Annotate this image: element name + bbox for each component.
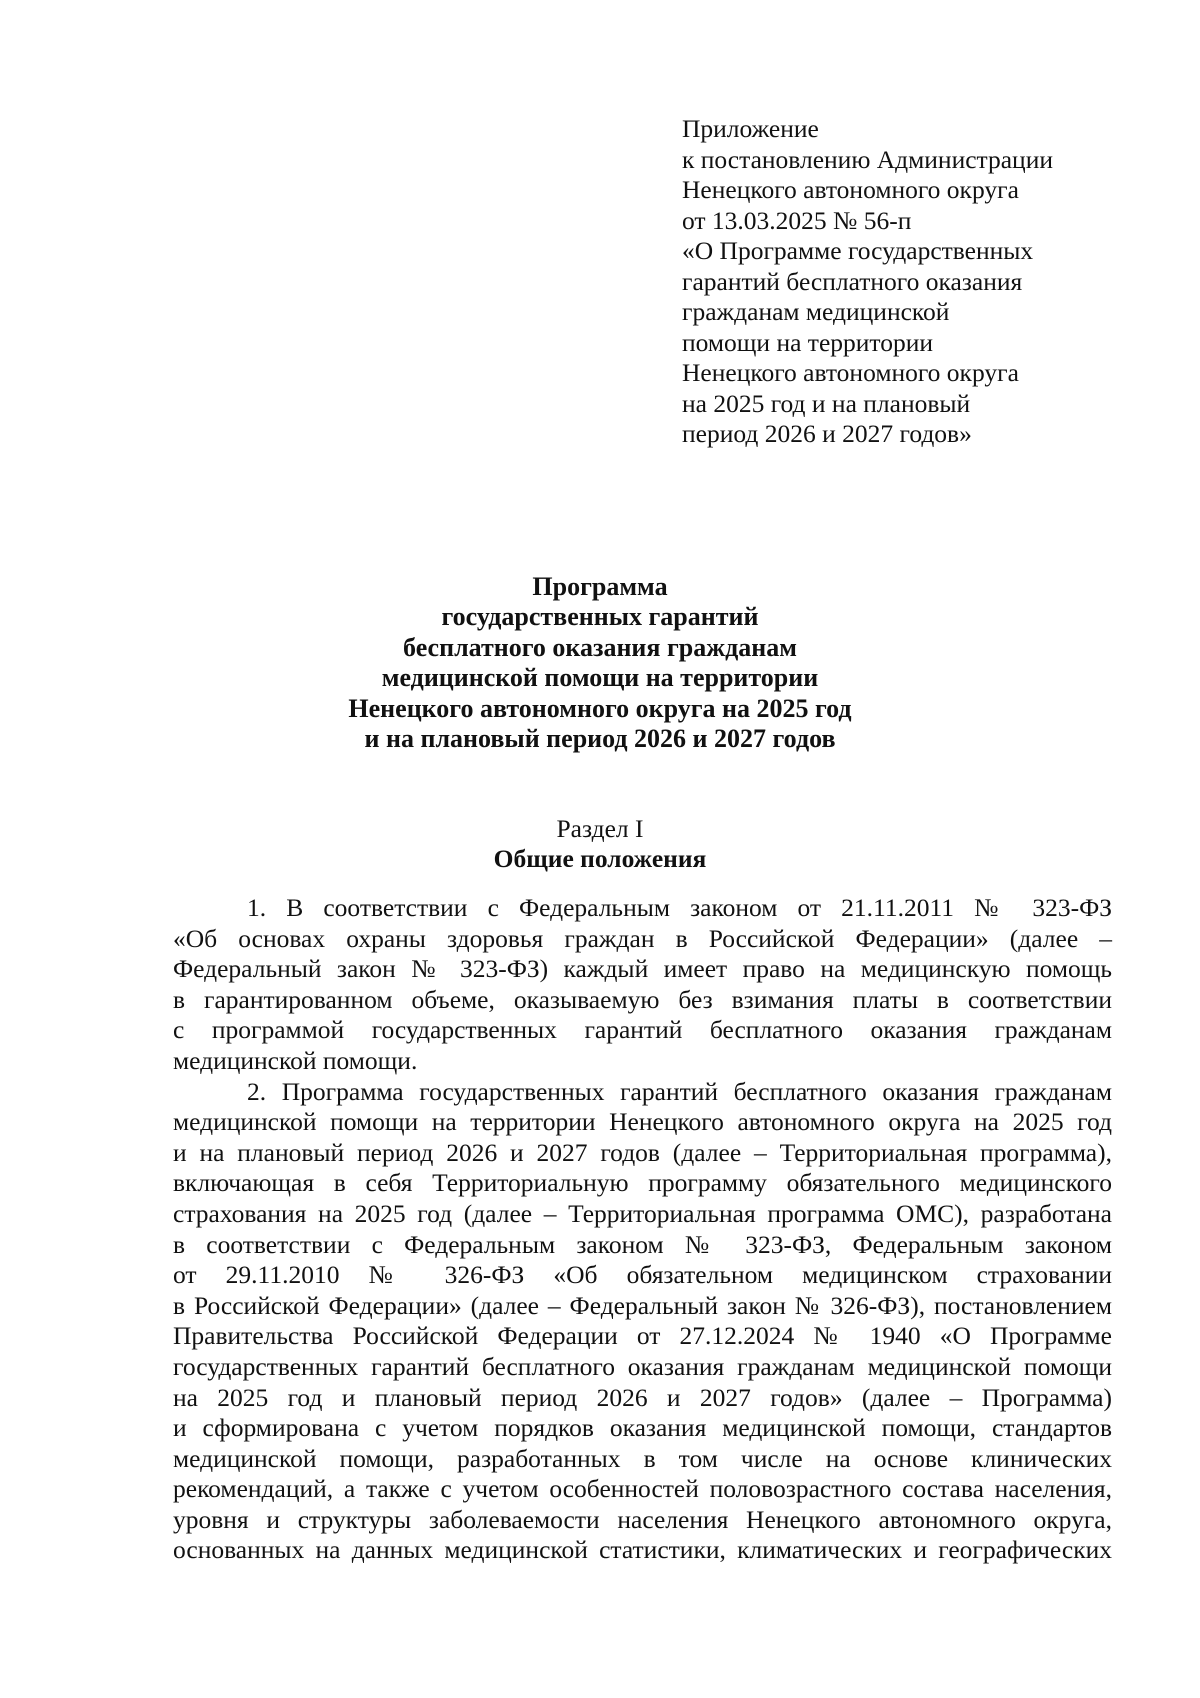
text-line: в соответствии с Федеральным законом № 323-ФЗ, Федеральным законом <box>173 1229 1112 1259</box>
paragraph-1 <box>173 893 1112 1077</box>
appendix-header <box>682 114 1162 450</box>
body-text <box>173 893 1112 1566</box>
title-line: бесплатного оказания гражданам <box>403 632 797 662</box>
text-line: 2. Программа государственных гарантий бесплатного оказания гражданам <box>247 1076 1112 1106</box>
text-line: включающая в себя Территориальную программу обязательного медицинского <box>173 1168 1112 1198</box>
title-line: и на плановый период 2026 и 2027 годов <box>364 724 836 754</box>
appendix-line: от 13.03.2025 № 56-п <box>682 205 912 235</box>
text-line: «Об основах охраны здоровья граждан в Российской Федерации» (далее – <box>173 923 1112 953</box>
appendix-line: Приложение <box>682 114 819 143</box>
section-title: Общие положения <box>493 844 707 873</box>
text-line: с программой государственных гарантий бесплатного оказания гражданам <box>173 1015 1112 1045</box>
section-label: Раздел I <box>556 814 644 843</box>
title-line: государственных гарантий <box>441 602 759 632</box>
text-line: рекомендаций, а также с учетом особенностей половозрастного состава населения, <box>173 1474 1112 1504</box>
appendix-line: «О Программе государственных <box>682 236 1034 265</box>
program-title <box>150 572 1050 754</box>
text-line: в гарантированном объеме, оказываемую без взимания платы в соответствии <box>173 984 1112 1014</box>
appendix-line: период 2026 и 2027 годов» <box>682 419 972 448</box>
text-line: 1. В соответствии с Федеральным законом от 21.11.2011 № 323-ФЗ <box>247 893 1112 922</box>
appendix-line: гражданам медицинской <box>682 297 950 326</box>
appendix-line: Ненецкого автономного округа <box>682 175 1019 204</box>
text-line: и сформирована с учетом порядков оказания медицинской помощи, стандартов <box>173 1413 1112 1443</box>
text-line: на 2025 год и плановый период 2026 и 2027 годов» (далее – Программа) <box>173 1382 1112 1412</box>
text-line: от 29.11.2010 № 326-ФЗ «Об обязательном медицинском страховании <box>173 1260 1112 1290</box>
title-line: медицинской помощи на территории <box>381 663 819 693</box>
text-line: и на плановый период 2026 и 2027 годов (далее – Территориальная программа), <box>173 1137 1112 1167</box>
title-line: Программа <box>532 572 668 601</box>
paragraph-2 <box>173 1077 1112 1567</box>
text-line: государственных гарантий бесплатного оказания гражданам медицинской помощи <box>173 1351 1112 1381</box>
appendix-line: Ненецкого автономного округа <box>682 358 1019 387</box>
title-line: Ненецкого автономного округа на 2025 год <box>348 693 852 723</box>
appendix-line: к постановлению Администрации <box>682 144 1053 174</box>
text-line: Правительства Российской Федерации от 27.12.2024 № 1940 «О Программе <box>173 1321 1112 1351</box>
appendix-line: помощи на территории <box>682 327 934 357</box>
text-line: основанных на данных медицинской статистики, климатических и географических <box>173 1535 1112 1565</box>
appendix-line: гарантий бесплатного оказания <box>682 266 1023 296</box>
text-line: Федеральный закон № 323-ФЗ) каждый имеет право на медицинскую помощь <box>173 954 1112 984</box>
text-line: медицинской помощи, разработанных в том числе на основе клинических <box>173 1443 1112 1473</box>
text-line: медицинской помощи. <box>173 1045 418 1075</box>
text-line: уровня и структуры заболеваемости населения Ненецкого автономного округа, <box>173 1504 1112 1534</box>
text-line: страхования на 2025 год (далее – Территориальная программа ОМС), разработана <box>173 1198 1112 1228</box>
text-line: медицинской помощи на территории Ненецкого автономного округа на 2025 год <box>173 1107 1112 1137</box>
text-line: в Российской Федерации» (далее – Федеральный закон № 326-ФЗ), постановлением <box>173 1290 1112 1320</box>
appendix-line: на 2025 год и на плановый <box>682 388 971 418</box>
